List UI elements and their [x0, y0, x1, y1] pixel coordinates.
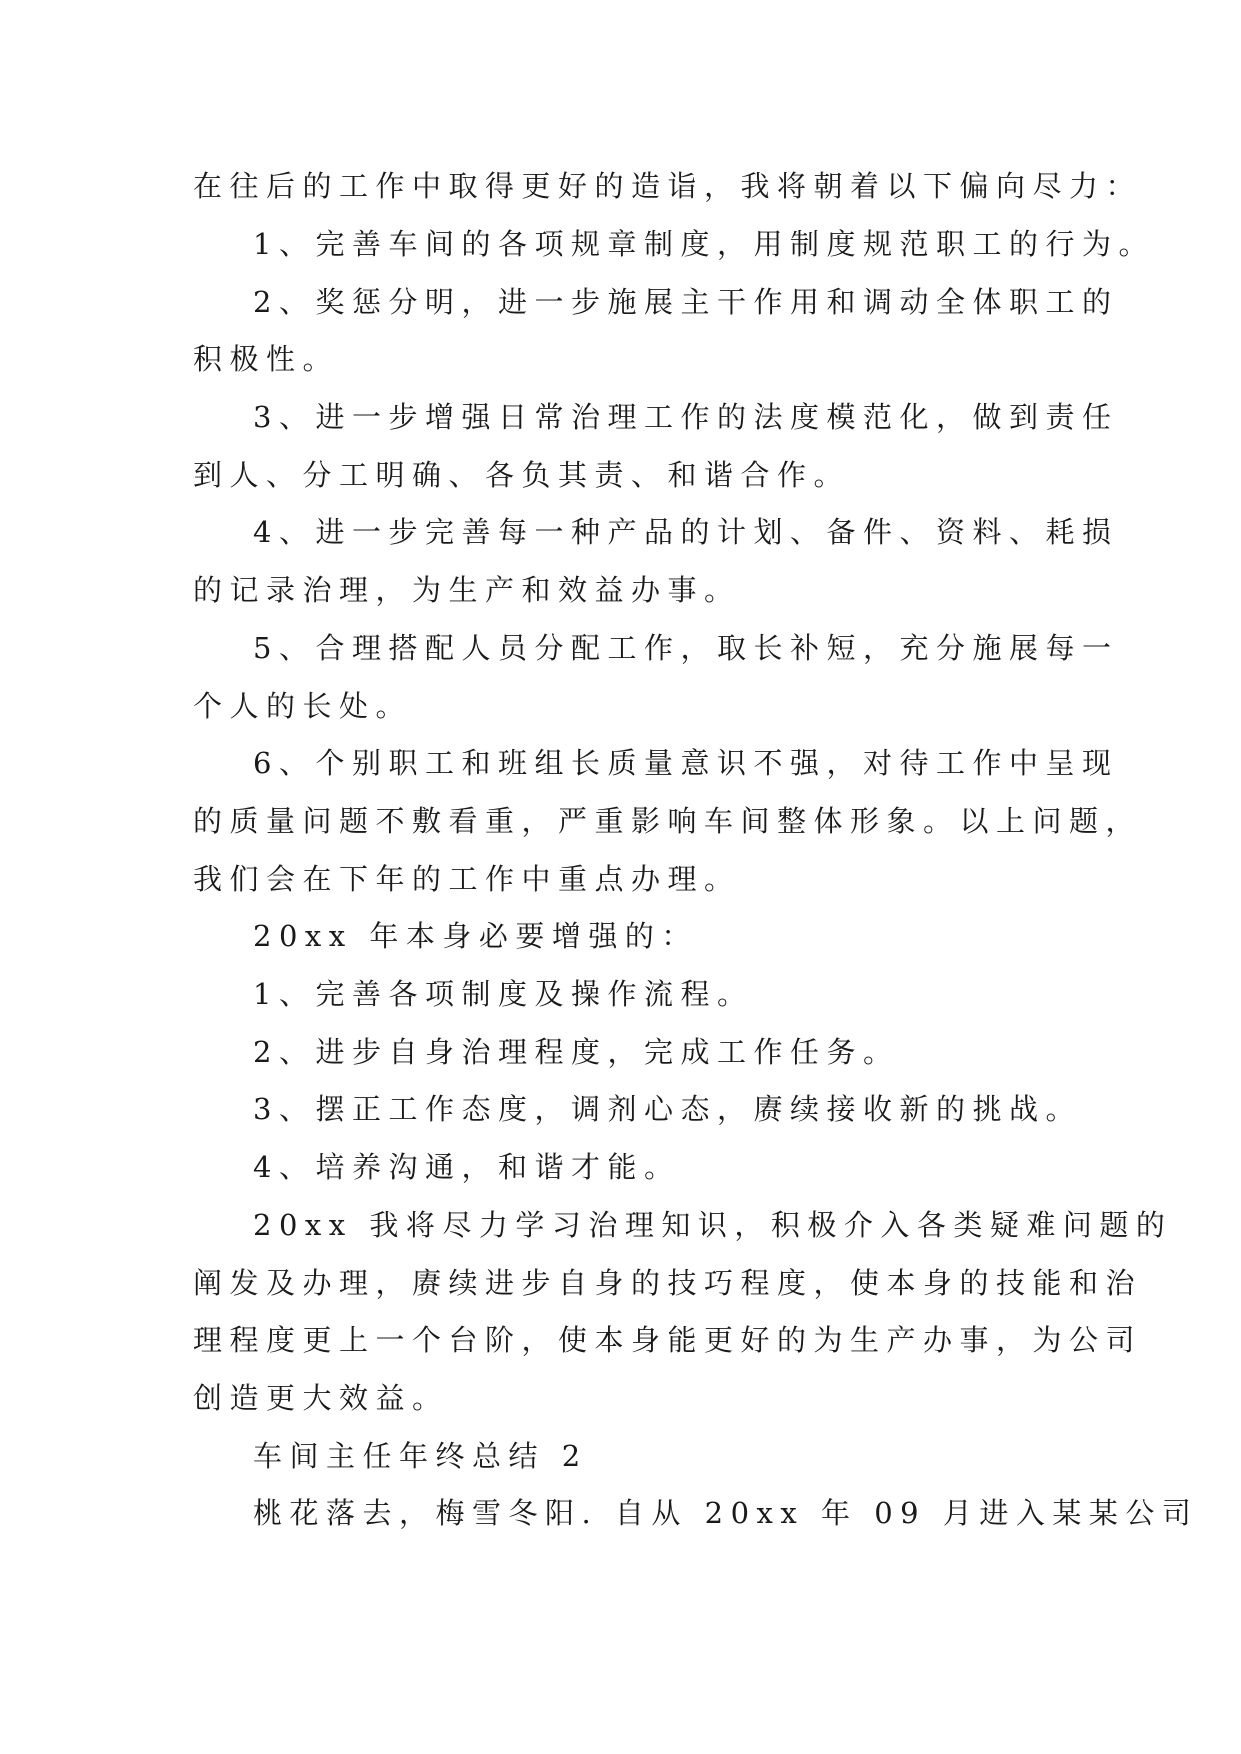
list-item-line: 2、进步自身治理程度，完成工作任务。 [253, 1035, 900, 1069]
paragraph-line: 阐发及办理，赓续进步自身的技巧程度，使本身的技能和治 [193, 1266, 1143, 1300]
paragraph-line: 积极性。 [193, 342, 340, 376]
list-item-line: 4、培养沟通，和谐才能。 [253, 1150, 681, 1184]
list-item-line: 1、完善各项制度及操作流程。 [253, 977, 754, 1011]
list-item-line: 3、进一步增强日常治理工作的法度模范化，做到责任 [253, 400, 1119, 434]
paragraph-line: 理程度更上一个台阶，使本身能更好的为生产办事，为公司 [193, 1323, 1143, 1357]
paragraph-line: 个人的长处。 [193, 689, 413, 723]
list-item-line: 4、进一步完善每一种产品的计划、备件、资料、耗损 [253, 515, 1119, 549]
paragraph-line: 的记录治理，为生产和效益办事。 [193, 573, 741, 607]
list-item-line: 2、奖惩分明，进一步施展主干作用和调动全体职工的 [253, 285, 1119, 319]
paragraph-line: 创造更大效益。 [193, 1381, 449, 1415]
list-item-line: 1、完善车间的各项规章制度，用制度规范职工的行为。 [253, 227, 1155, 261]
paragraph-line: 我们会在下年的工作中重点办理。 [193, 862, 741, 896]
list-item-line: 6、个别职工和班组长质量意识不强，对待工作中呈现 [253, 746, 1119, 780]
paragraph-line: 到人、分工明确、各负其责、和谐合作。 [193, 458, 851, 492]
list-item-line: 3、摆正工作态度，调剂心态，赓续接收新的挑战。 [253, 1092, 1082, 1126]
paragraph-line: 桃花落去，梅雪冬阳. 自从 20xx 年 09 月进入某某公司 [253, 1496, 1199, 1530]
section-heading: 20xx 年本身必要增强的： [253, 919, 698, 953]
document-title: 车间主任年终总结 2 [253, 1439, 588, 1473]
paragraph-line: 在往后的工作中取得更好的造诣，我将朝着以下偏向尽力： [193, 169, 1143, 203]
list-item-line: 5、合理搭配人员分配工作，取长补短，充分施展每一 [253, 631, 1119, 665]
paragraph-line: 的质量问题不敷看重，严重影响车间整体形象。以上问题， [193, 804, 1143, 838]
paragraph-line: 20xx 我将尽力学习治理知识，积极介入各类疑难问题的 [253, 1208, 1173, 1242]
